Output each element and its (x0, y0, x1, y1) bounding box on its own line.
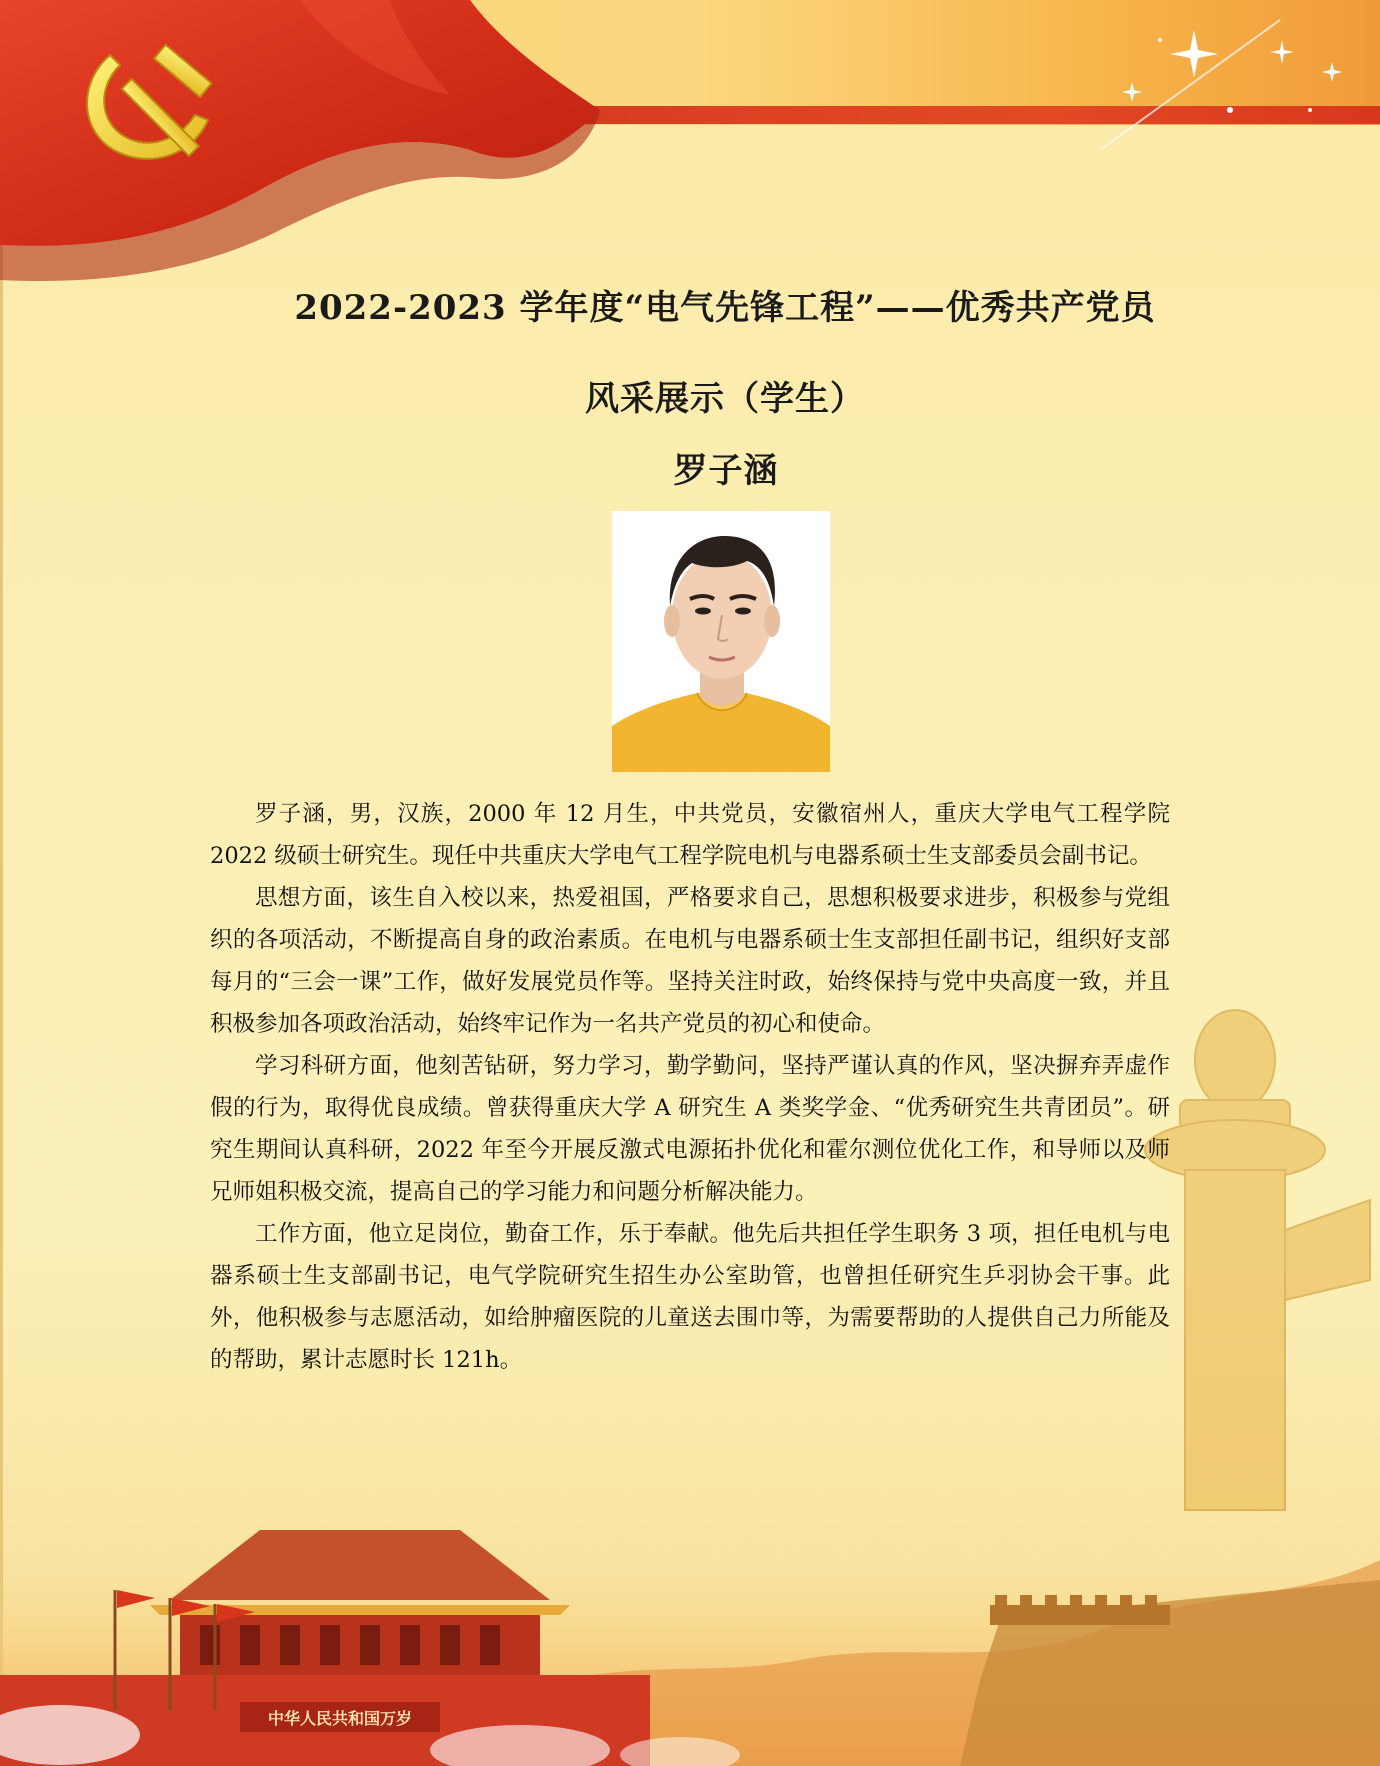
portrait-photo (612, 511, 830, 772)
bottom-scenery (0, 1480, 1380, 1766)
paragraph-study: 学习科研方面，他刻苦钻研，努力学习，勤学勤问，坚持严谨认真的作风，坚决摒弃弄虚作假的行为，取得优良成绩。曾获得重庆大学 A 研究生 A 类奖学金、“优秀研究生共青团员”。研究生期间认真科研，2022 年至今开展反激式电源拓扑优化和霍尔测位优化工作，和导师以及师兄师姐积极交流，提高自己的学习能力和问题分析解决能力。 (210, 1053, 1170, 1205)
person-name: 罗子涵 (673, 451, 779, 491)
page-title: 2022-2023 学年度“电气先锋工程”——优秀共产党员 (294, 288, 1156, 328)
profile-body (210, 793, 1170, 1381)
page-subtitle: 风采展示（学生） (585, 379, 865, 419)
paragraph-intro: 罗子涵，男，汉族，2000 年 12 月生，中共党员，安徽宿州人，重庆大学电气工程学院 2022 级硕士研究生。现任中共重庆大学电气工程学院电机与电器系硕士生支部委员会副书记。 (210, 801, 1170, 869)
paragraph-ideology: 思想方面，该生自入校以来，热爱祖国，严格要求自己，思想积极要求进步，积极参与党组织的各项活动，不断提高自身的政治素质。在电机与电器系硕士生支部担任副书记，组织好支部每月的“三会一课”工作，做好发展党员作等。坚持关注时政，始终保持与党中央高度一致，并且积极参加各项政治活动，始终牢记作为一名共产党员的初心和使命。 (210, 885, 1170, 1037)
sparkle-icon (1080, 10, 1380, 170)
gate-banner: 中华人民共和国万岁 (267, 1709, 413, 1728)
party-flag-icon (0, 0, 700, 290)
pillar-icon (1140, 1000, 1380, 1520)
paragraph-work: 工作方面，他立足岗位，勤奋工作，乐于奉献。他先后共担任学生职务 3 项，担任电机与电器系硕士生支部副书记，电气学院研究生招生办公室助管，也曾担任研究生乒羽协会干事。此外，他积极参与志愿活动，如给肿瘤医院的儿童送去围巾等，为需要帮助的人提供自己力所能及的帮助，累计志愿时长 121h。 (210, 1221, 1170, 1373)
